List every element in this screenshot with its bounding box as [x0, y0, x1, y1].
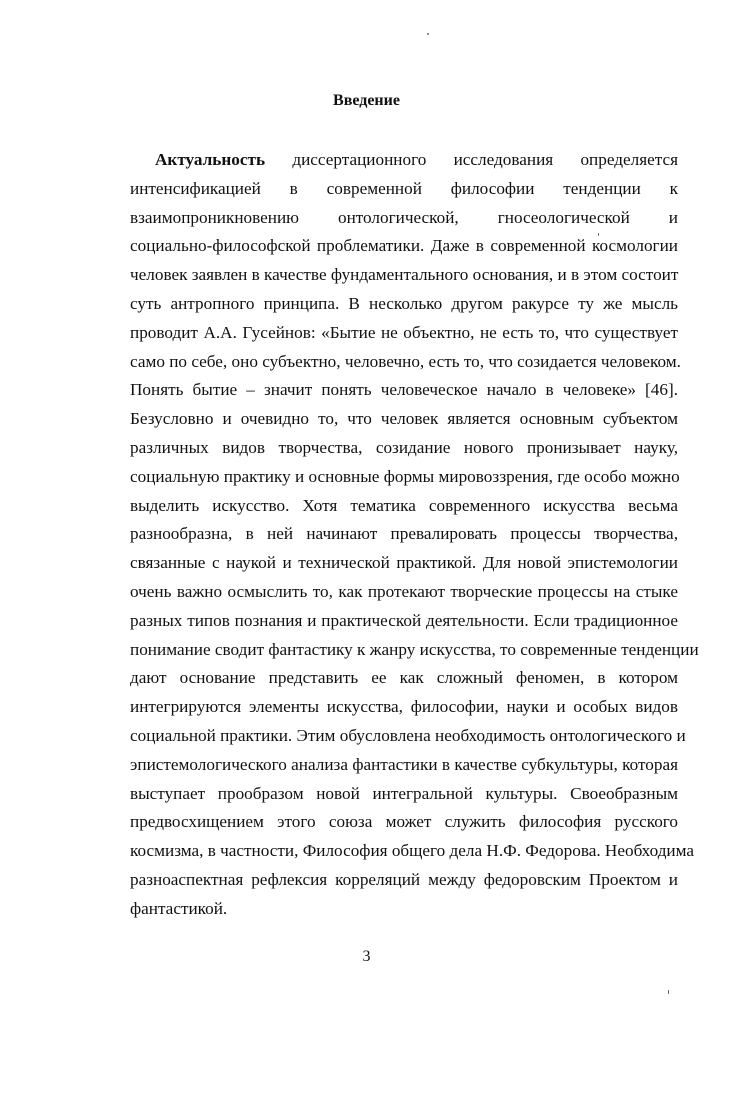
- text-line: очень важно осмыслить то, как протекают творческие процессы на стыке: [130, 581, 678, 601]
- text-line: связанные с наукой и технической практикой. Для новой эпистемологии: [130, 553, 678, 573]
- emphasis-word: Актуальность: [155, 150, 266, 169]
- text-line: разноаспектная рефлексия корреляций между федоровским Проектом и: [130, 869, 678, 889]
- text-line-first: [130, 146, 678, 175]
- text-line: человек заявлен в качестве фундаментального основания, и в этом состоит: [130, 265, 679, 285]
- text-line: выделить искусство. Хотя тематика современного искусства весьма: [130, 495, 678, 515]
- text-line: само по себе, оно субъектно, человечно, есть то, что созидается человеком.: [130, 351, 681, 371]
- text-line: взаимопроникновению онтологической, гносеологической и: [130, 207, 678, 227]
- text-line: космизма, в частности, Философия общего дела Н.Ф. Федорова. Необходима: [130, 841, 695, 861]
- page-number: 3: [362, 948, 371, 965]
- text-line: Понять бытие – значит понять человеческое начало в человеке» [46].: [130, 380, 678, 400]
- text-line: социальной практики. Этим обусловлена необходимость онтологического и: [130, 725, 686, 745]
- text-line: дают основание представить ее как сложный феномен, в котором: [130, 668, 678, 688]
- scan-speck: [598, 233, 599, 236]
- text-line: суть антропного принципа. В несколько другом ракурсе ту же мысль: [130, 293, 678, 313]
- text-line: социально-философской проблематики. Даже в современной космологии: [130, 236, 678, 256]
- text-line: выступает прообразом новой интегральной культуры. Своеобразным: [130, 783, 678, 803]
- text-line: интегрируются элементы искусства, философии, науки и особых видов: [130, 697, 678, 717]
- text-line: различных видов творчества, созидание нового пронизывает науку,: [130, 437, 678, 457]
- text-line: предвосхищением этого союза может служить философия русского: [130, 812, 678, 832]
- text-line: интенсификацией в современной философии тенденции к: [130, 178, 678, 198]
- text-line-last: фантастикой.: [130, 898, 228, 918]
- section-heading: Введение: [333, 92, 400, 109]
- text-line: эпистемологического анализа фантастики в качестве субкультуры, которая: [130, 754, 678, 774]
- text-line: Безусловно и очевидно то, что человек является основным субъектом: [130, 409, 678, 429]
- text-line-first-rest: диссертационного исследования определяется: [292, 150, 678, 169]
- scan-speck: [668, 990, 669, 994]
- text-line: разнообразна, в ней начинают превалировать процессы творчества,: [130, 524, 678, 544]
- text-line: разных типов познания и практической деятельности. Если традиционное: [130, 610, 678, 630]
- text-line: понимание сводит фантастику к жанру искусства, то современные тенденции: [130, 639, 699, 659]
- text-line: проводит А.А. Гусейнов: «Бытие не объектно, не есть то, что существует: [130, 322, 678, 342]
- scan-speck: [427, 33, 429, 35]
- body-paragraph: [130, 146, 699, 924]
- text-line: социальную практику и основные формы мировоззрения, где особо можно: [130, 466, 680, 486]
